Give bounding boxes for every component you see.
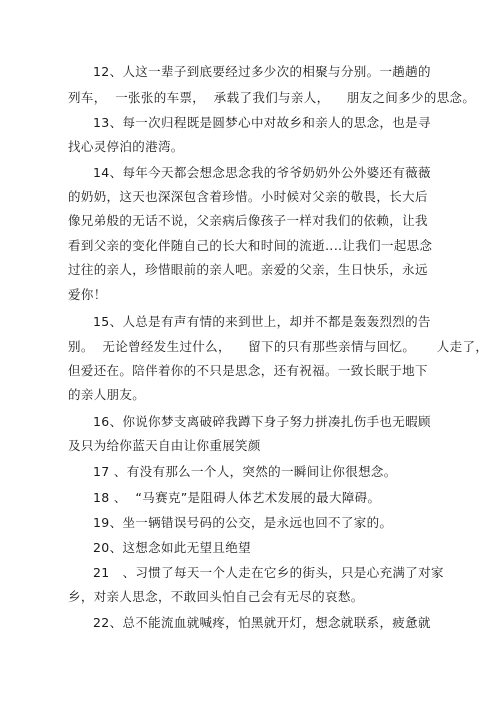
paragraph-14-line-5: 过往的亲人，珍惜眼前的亲人吧。亲爱的父亲，生日快乐，永远 [68,262,428,277]
paragraph-21-line-2: 乡，对亲人思念，不敢回头怕自己会有无尽的哀愁。 [68,589,364,604]
paragraph-14-line-1: 14、每年今天都会想念思念我的爷爷奶奶外公外婆还有薇薇 [93,165,431,180]
paragraph-14-line-4: 看到父亲的变化伴随自己的长大和时间的流逝‥‥让我们一起思念 [68,238,433,253]
paragraph-16-line-1: 16、你说你梦支离破碎我蹲下身子努力拼凑扎伤手也无暇顾 [93,414,431,429]
paragraph-20: 20、这想念如此无望且绝望 [93,540,251,555]
paragraph-13-line-2: 找心灵停泊的港湾。 [68,139,184,154]
paragraph-12-line-1: 12、人这一辈子到底要经过多少次的相聚与分别。一趟趟的 [93,64,431,79]
paragraph-22-line-1: 22、总不能流血就喊疼，怕黑就开灯，想念就联系，疲惫就 [93,615,431,630]
paragraph-13-line-1: 13、每一次归程既是圆梦心中对故乡和亲人的思念，也是寻 [93,115,431,130]
paragraph-15-line-3: 但爱还在。陪伴着你的不只是思念，还有祝福。一致长眠于地下 [68,363,428,378]
paragraph-15-line-4: 的亲人朋友。 [68,387,146,402]
paragraph-21-line-1: 21 、习惯了每天一个人走在它乡的街头，只是心充满了对家 [93,565,444,580]
paragraph-14-line-2: 的奶奶，这天也深深包含着珍惜。小时候对父亲的敬畏，长大后 [68,189,428,204]
paragraph-18: 18 、 “马赛克”是阻碍人体艺术发展的最大障碍。 [93,490,381,505]
paragraph-15-line-1: 15、人总是有声有情的来到世上，却并不都是轰轰烈烈的告 [93,314,431,329]
paragraph-16-line-2: 及只为给你蓝天自由让你重展笑颜 [68,438,261,453]
paragraph-14-line-3: 像兄弟般的无话不说，父亲病后像孩子一样对我们的依赖，让我 [68,213,428,228]
paragraph-15-line-2: 别。 无论曾经发生过什么， 留下的只有那些亲情与回忆。 人走了， [68,339,489,354]
paragraph-14-line-6: 爱你！ [68,287,107,302]
paragraph-19: 19、坐一辆错误号码的公交，是永远也回不了家的。 [93,515,393,530]
paragraph-12-line-2: 列车， 一张张的车票， 承载了我们与亲人， 朋友之间多少的思念。 [68,90,476,105]
paragraph-17: 17 、有没有那么一个人，突然的一瞬间让你很想念。 [93,464,397,479]
